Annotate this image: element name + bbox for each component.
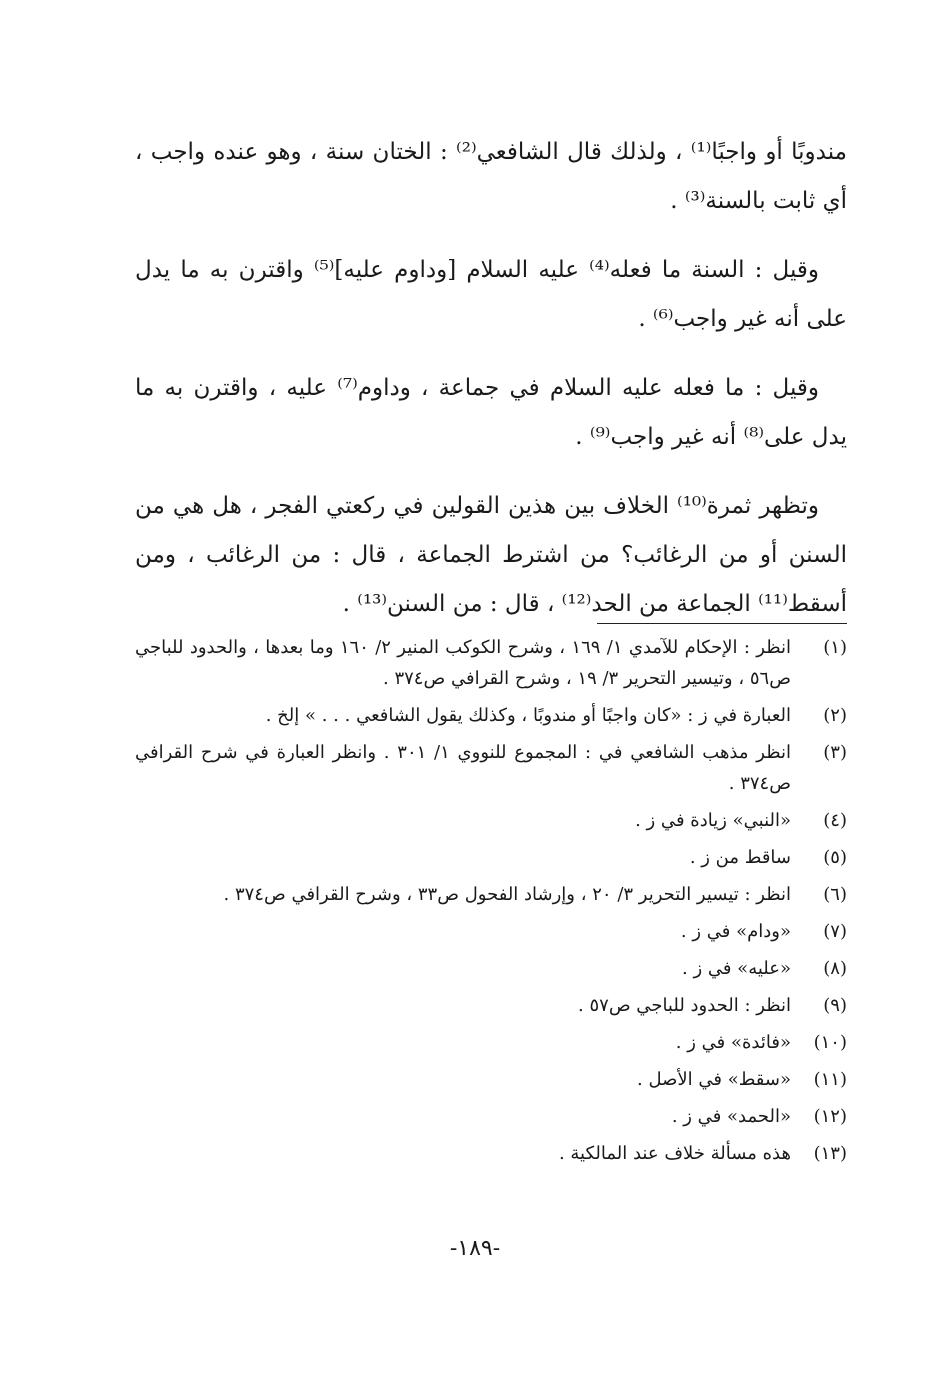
- footnote: [135, 916, 847, 947]
- footnote: [135, 953, 847, 984]
- footnote-text: «الحمد» في ز .: [671, 1106, 791, 1127]
- footnote: [135, 1027, 847, 1058]
- footnote-text: انظر : الإحكام للآمدي ١/ ١٦٩ ، وشرح الكوكب المنير ٢/ ١٦٠ وما بعدها ، والحدود للباجي ص٥٦ ، وتيسير التحرير ٣/ ١٩ ، وشرح القرافي ص٣٧٤ .: [135, 637, 791, 689]
- page-number: -١٨٩-: [449, 1236, 501, 1261]
- footnote-number: (١٠): [813, 1032, 847, 1053]
- paragraph-4: وتظهر ثمرة⁽¹⁰⁾ الخلاف بين هذين القولين في ركعتي الفجر ، هل هي من السنن أو من الرغائب؟ من اشترط الجماعة ، قال : من الرغائب ، ومن أسقط⁽¹¹⁾ الجماعة من الحد⁽¹²⁾ ، قال : من السنن⁽¹³⁾ .: [135, 493, 847, 617]
- footnote-number: (٤): [823, 810, 847, 831]
- footnote: [135, 1138, 847, 1169]
- main-text: [135, 128, 847, 649]
- paragraph-3: وقيل : ما فعله عليه السلام في جماعة ، وداوم⁽⁷⁾ عليه ، واقترن به ما يدل على⁽⁸⁾ أنه غير واجب⁽⁹⁾ .: [135, 375, 847, 450]
- footnote: [135, 990, 847, 1021]
- footnote-text: «ودام» في ز .: [680, 921, 791, 942]
- paragraph-1: مندوبًا أو واجبًا⁽¹⁾ ، ولذلك قال الشافعي⁽²⁾ : الختان سنة ، وهو عنده واجب ، أي ثابت بالسنة⁽³⁾ .: [135, 139, 847, 214]
- footnote-text: «فائدة» في ز .: [675, 1032, 791, 1053]
- footnote-number: (١): [823, 637, 847, 658]
- footnote-number: (١١): [813, 1069, 847, 1090]
- footnote: [135, 1101, 847, 1132]
- footnote-text: ساقط من ز .: [689, 847, 791, 868]
- footnote-number: (٩): [823, 995, 847, 1016]
- footnote-number: (٧): [823, 921, 847, 942]
- footnote-number: (١٢): [813, 1106, 847, 1127]
- footnote: [135, 632, 847, 694]
- footnote-number: (٥): [823, 847, 847, 868]
- footnote-separator: [597, 623, 847, 624]
- footnote-text: «عليه» في ز .: [682, 958, 791, 979]
- footnote-number: (٣): [823, 742, 847, 763]
- footnote: [135, 879, 847, 910]
- footnote-text: انظر : الحدود للباجي ص٥٧ .: [578, 995, 791, 1016]
- footnote-number: (٦): [823, 884, 847, 905]
- footnote-text: هذه مسألة خلاف عند المالكية .: [558, 1143, 791, 1164]
- footnote-number: (٢): [823, 705, 847, 726]
- footnote: [135, 737, 847, 799]
- paragraph-2: وقيل : السنة ما فعله⁽⁴⁾ عليه السلام [وداوم عليه]⁽⁵⁾ واقترن به ما يدل على أنه غير واجب⁽⁶⁾ .: [135, 257, 847, 332]
- footnotes: [135, 632, 847, 1175]
- footnote-number: (٨): [823, 958, 847, 979]
- footnote-text: «النبي» زيادة في ز .: [635, 810, 791, 831]
- footnote-text: انظر : تيسير التحرير ٣/ ٢٠ ، وإرشاد الفحول ص٣٣ ، وشرح القرافي ص٣٧٤ .: [223, 884, 791, 905]
- footnote: [135, 805, 847, 836]
- footnote-text: «سقط» في الأصل .: [637, 1069, 791, 1090]
- footnote: [135, 842, 847, 873]
- footnote-number: (١٣): [813, 1143, 847, 1164]
- footnote: [135, 700, 847, 731]
- footnote-text: انظر مذهب الشافعي في : المجموع للنووي ١/ ٣٠١ . وانظر العبارة في شرح القرافي ص٣٧٤ .: [135, 742, 791, 794]
- footnote-text: العبارة في ز : «كان واجبًا أو مندوبًا ، وكذلك يقول الشافعي . . . » إلخ .: [265, 705, 791, 726]
- footnote: [135, 1064, 847, 1095]
